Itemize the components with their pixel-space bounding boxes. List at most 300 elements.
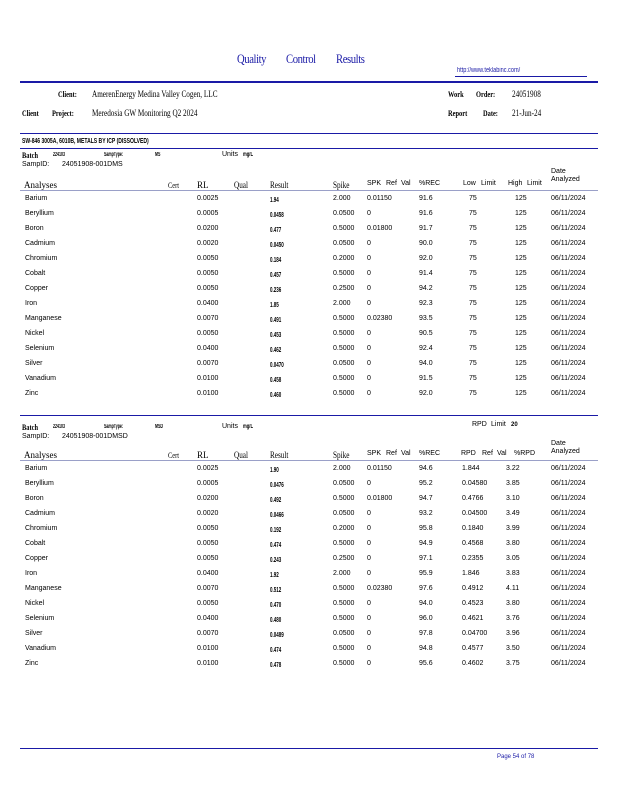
order-label: Order: [476,90,496,99]
date-cell: 06/11/2024 [551,660,586,667]
rpd-ref-cell: 0.1840 [462,525,484,532]
rpd-cell: 3.49 [506,510,520,517]
result-cell: 0.0489 [270,630,284,639]
col-analyses: Analyses [24,180,57,190]
spk-ref-cell: 0 [367,375,371,382]
rl-cell: 0.0400 [197,570,219,577]
spk-ref-cell: 0 [367,300,371,307]
low-limit-cell: 75 [469,285,477,292]
low-limit-cell: 75 [469,390,477,397]
col-rpd: RPD [461,450,476,457]
table-row [0,495,618,510]
col-val: Val [401,450,411,457]
rpd-ref-cell: 0.04500 [462,510,488,517]
result-cell: 0.0470 [270,360,284,369]
analyte-cell: Selenium [25,345,55,352]
col-low: Low [463,180,476,187]
spk-ref-cell: 0 [367,510,371,517]
low-limit-cell: 75 [469,345,477,352]
analyte-cell: Zinc [25,390,39,397]
col-high: High [508,180,523,187]
date-cell: 06/11/2024 [551,390,586,397]
date-cell: 06/11/2024 [551,315,586,322]
rl-cell: 0.0025 [197,195,219,202]
spk-ref-cell: 0 [367,525,371,532]
table-row [0,480,618,495]
date-cell: 06/11/2024 [551,555,586,562]
analyte-cell: Cobalt [25,270,46,277]
spike-cell: 0.5000 [333,660,355,667]
col-spk: SPK [367,450,382,457]
result-cell: 0.243 [270,555,282,564]
rl-cell: 0.0400 [197,345,219,352]
rpd-cell: 3.85 [506,480,520,487]
date-cell: 06/11/2024 [551,525,586,532]
rpd-limit-value: 20 [511,422,518,428]
analyte-cell: Boron [25,495,44,502]
result-cell: 0.477 [270,225,282,234]
rec-cell: 95.9 [419,570,433,577]
rl-cell: 0.0100 [197,660,219,667]
high-limit-cell: 125 [515,345,527,352]
rl-cell: 0.0050 [197,555,219,562]
result-cell: 0.0450 [270,240,284,249]
col-high-limit: Limit [527,180,542,187]
table-row [0,615,618,630]
analyte-cell: Chromium [25,525,58,532]
result-cell: 0.184 [270,255,282,264]
low-limit-cell: 75 [469,360,477,367]
rec-cell: 94.9 [419,540,433,547]
result-cell: 0.512 [270,585,282,594]
table-row [0,570,618,585]
spike-cell: 0.2000 [333,525,355,532]
rec-cell: 95.6 [419,660,433,667]
spike-cell: 0.5000 [333,615,355,622]
high-limit-cell: 125 [515,300,527,307]
result-cell: 1.94 [270,195,279,204]
spike-cell: 2.000 [333,195,351,202]
page-title-control: Control [286,51,316,66]
report-date-value: 21-Jun-24 [512,108,542,118]
rl-cell: 0.0100 [197,390,219,397]
rec-cell: 93.5 [419,315,433,322]
rec-cell: 95.8 [419,525,433,532]
high-limit-cell: 125 [515,210,527,217]
spk-ref-cell: 0 [367,660,371,667]
spk-ref-cell: 0 [367,390,371,397]
col-rpd-ref: Ref [482,450,493,457]
rec-cell: 94.0 [419,360,433,367]
table-row [0,630,618,645]
table-row [0,525,618,540]
table-row [0,195,618,210]
spike-cell: 0.5000 [333,540,355,547]
table-row [0,225,618,240]
rec-cell: 96.0 [419,615,433,622]
samptype-value: MSD [155,424,164,430]
rec-cell: 95.2 [419,480,433,487]
method-rule-bottom [20,148,598,149]
units-label: Units [222,151,238,158]
low-limit-cell: 75 [469,330,477,337]
high-limit-cell: 125 [515,375,527,382]
samptype-value: MS [155,152,161,158]
rpd-cell: 3.76 [506,615,520,622]
date-cell: 06/11/2024 [551,195,586,202]
spk-ref-cell: 0 [367,240,371,247]
col-ref: Ref [386,180,397,187]
high-limit-cell: 125 [515,315,527,322]
rec-cell: 92.4 [419,345,433,352]
date-analyzed-head-2: Analyzed [551,448,580,455]
table-row [0,510,618,525]
spk-ref-cell: 0 [367,630,371,637]
low-limit-cell: 75 [469,210,477,217]
table-row [0,345,618,360]
analyte-cell: Manganese [25,585,62,592]
date-analyzed-head-2: Analyzed [551,176,580,183]
analyte-cell: Manganese [25,315,62,322]
date-analyzed-head-1: Date [551,168,566,175]
rl-cell: 0.0400 [197,615,219,622]
date-cell: 06/11/2024 [551,465,586,472]
col-ref: Ref [386,450,397,457]
result-cell: 0.192 [270,525,282,534]
rpd-cell: 4.11 [506,585,520,592]
samptype-label: SampType: [104,424,124,430]
report-label: Report [448,109,468,118]
page-title-quality: Quality [237,51,267,66]
spike-cell: 2.000 [333,570,351,577]
rpd-cell: 3.80 [506,540,520,547]
rec-cell: 94.0 [419,600,433,607]
batch-1-head-rule [20,190,598,191]
analyte-cell: Barium [25,195,48,202]
table-row [0,555,618,570]
spike-cell: 0.5000 [333,645,355,652]
table-row [0,240,618,255]
result-cell: 0.478 [270,660,282,669]
rpd-cell: 3.96 [506,630,520,637]
result-cell: 1.92 [270,570,279,579]
rec-cell: 97.1 [419,555,433,562]
date-cell: 06/11/2024 [551,225,586,232]
low-limit-cell: 75 [469,315,477,322]
rpd-ref-cell: 0.4602 [462,660,484,667]
table-row [0,315,618,330]
rec-cell: 94.6 [419,465,433,472]
rl-cell: 0.0070 [197,315,219,322]
spk-ref-cell: 0 [367,645,371,652]
table-row [0,270,618,285]
rpd-ref-cell: 0.4577 [462,645,484,652]
lab-website-link[interactable]: http://www.teklabinc.com/ [457,67,521,74]
rpd-ref-cell: 0.4766 [462,495,484,502]
spike-cell: 0.5000 [333,585,355,592]
low-limit-cell: 75 [469,375,477,382]
batch-2-head-rule [20,460,598,461]
col-low-limit: Limit [481,180,496,187]
sampid-value: 24051908-001DMS [62,161,123,168]
result-cell: 0.236 [270,285,282,294]
rl-cell: 0.0020 [197,510,219,517]
method-title: SW-846 3005A, 6010B, METALS BY ICP (DISSOLVED) [22,138,149,145]
result-cell: 0.474 [270,540,282,549]
spk-ref-cell: 0 [367,480,371,487]
spike-cell: 2.000 [333,465,351,472]
rl-cell: 0.0200 [197,495,219,502]
table-row [0,285,618,300]
spike-cell: 0.0500 [333,510,355,517]
rl-cell: 0.0050 [197,525,219,532]
analyte-cell: Zinc [25,660,39,667]
spk-ref-cell: 0.01150 [367,465,392,472]
col-rl: RL [197,450,209,460]
table-row [0,300,618,315]
analyte-cell: Iron [25,570,38,577]
col-val: Val [401,180,411,187]
analyte-cell: Selenium [25,615,55,622]
result-cell: 0.0458 [270,210,284,219]
rpd-cell: 3.80 [506,600,520,607]
units-label: Units [222,423,238,430]
table-row [0,645,618,660]
date-cell: 06/11/2024 [551,480,586,487]
analyte-cell: Boron [25,225,44,232]
col-rl: RL [197,180,209,190]
spike-cell: 0.5000 [333,375,355,382]
rpd-ref-cell: 0.04580 [462,480,488,487]
date-analyzed-head-1: Date [551,440,566,447]
table-row [0,330,618,345]
units-value: mg/L [243,152,254,158]
high-limit-cell: 125 [515,390,527,397]
spike-cell: 0.5000 [333,270,355,277]
result-cell: 0.457 [270,270,282,279]
rec-cell: 92.0 [419,255,433,262]
spk-ref-cell: 0.02380 [367,585,393,592]
high-limit-cell: 125 [515,240,527,247]
col-rec: %REC [419,180,441,187]
table-row [0,540,618,555]
spk-ref-cell: 0 [367,285,371,292]
col-rpd-pct: %RPD [514,450,536,457]
low-limit-cell: 75 [469,195,477,202]
result-cell: 0.491 [270,315,282,324]
analyte-cell: Beryllium [25,210,54,217]
table-row [0,600,618,615]
samptype-label: SampType: [104,152,124,158]
spk-ref-cell: 0 [367,570,371,577]
spike-cell: 0.5000 [333,315,355,322]
table-row [0,210,618,225]
spike-cell: 2.000 [333,300,351,307]
rpd-cell: 3.99 [506,525,520,532]
page-number: Page 54 of 78 [497,754,535,760]
rec-cell: 92.0 [419,390,433,397]
spk-ref-cell: 0 [367,615,371,622]
rec-cell: 97.6 [419,585,433,592]
col-cert: Cert [168,451,180,460]
rec-cell: 94.2 [419,285,433,292]
rec-cell: 90.5 [419,330,433,337]
analyte-cell: Vanadium [25,375,57,382]
date-cell: 06/11/2024 [551,360,586,367]
rl-cell: 0.0025 [197,465,219,472]
header-rule [20,81,598,83]
rl-cell: 0.0200 [197,225,219,232]
col-cert: Cert [168,181,180,190]
analyte-cell: Barium [25,465,48,472]
result-cell: 0.470 [270,600,282,609]
rl-cell: 0.0070 [197,360,219,367]
spike-cell: 0.2500 [333,285,355,292]
date-cell: 06/11/2024 [551,540,586,547]
work-order-value: 24051908 [512,89,541,99]
low-limit-cell: 75 [469,240,477,247]
rec-cell: 91.4 [419,270,433,277]
rl-cell: 0.0070 [197,630,219,637]
spike-cell: 0.5000 [333,345,355,352]
analyte-cell: Beryllium [25,480,54,487]
col-rpd-val: Val [497,450,507,457]
rpd-cell: 3.83 [506,570,520,577]
rec-cell: 91.5 [419,375,433,382]
spk-ref-cell: 0.01800 [367,225,393,232]
client-label: Client: [58,90,77,99]
rpd-ref-cell: 0.4568 [462,540,484,547]
date-cell: 06/11/2024 [551,585,586,592]
analyte-cell: Cadmium [25,510,55,517]
batch-label: Batch [22,151,38,160]
rpd-ref-cell: 0.4912 [462,585,484,592]
rpd-ref-cell: 0.04700 [462,630,488,637]
rpd-limit-word: Limit [491,421,506,428]
rec-cell: 94.7 [419,495,433,502]
result-cell: 0.480 [270,615,282,624]
spike-cell: 0.5000 [333,225,355,232]
result-cell: 0.460 [270,390,282,399]
low-limit-cell: 75 [469,255,477,262]
rl-cell: 0.0050 [197,540,219,547]
rl-cell: 0.0050 [197,600,219,607]
rpd-cell: 3.22 [506,465,520,472]
work-label: Work [448,90,464,99]
project-label-client: Client [22,109,39,118]
rpd-ref-cell: 0.4621 [462,615,484,622]
spk-ref-cell: 0 [367,330,371,337]
date-cell: 06/11/2024 [551,300,586,307]
project-label: Project: [52,109,74,118]
date-cell: 06/11/2024 [551,570,586,577]
rl-cell: 0.0070 [197,585,219,592]
col-rec: %REC [419,450,441,457]
high-limit-cell: 125 [515,330,527,337]
rec-cell: 91.6 [419,210,433,217]
col-qual: Qual [234,180,248,190]
spike-cell: 0.0500 [333,360,355,367]
date-cell: 06/11/2024 [551,510,586,517]
date-cell: 06/11/2024 [551,255,586,262]
analyte-cell: Vanadium [25,645,57,652]
date-cell: 06/11/2024 [551,630,586,637]
rl-cell: 0.0100 [197,645,219,652]
date-cell: 06/11/2024 [551,270,586,277]
analyte-cell: Nickel [25,600,45,607]
rl-cell: 0.0005 [197,210,219,217]
rpd-cell: 3.50 [506,645,520,652]
date-cell: 06/11/2024 [551,285,586,292]
spk-ref-cell: 0 [367,345,371,352]
col-spk: SPK [367,180,382,187]
url-underline [455,76,587,77]
analyte-cell: Silver [25,360,43,367]
rl-cell: 0.0020 [197,240,219,247]
result-cell: 0.474 [270,645,282,654]
date-cell: 06/11/2024 [551,330,586,337]
spk-ref-cell: 0.02380 [367,315,393,322]
spike-cell: 0.5000 [333,330,355,337]
low-limit-cell: 75 [469,225,477,232]
spike-cell: 0.0500 [333,210,355,217]
result-cell: 0.492 [270,495,282,504]
rec-cell: 92.3 [419,300,433,307]
rl-cell: 0.0050 [197,330,219,337]
client-value: AmerenEnergy Medina Valley Cogen, LLC [92,89,218,99]
rl-cell: 0.0050 [197,285,219,292]
col-qual: Qual [234,450,248,460]
analyte-cell: Copper [25,555,48,562]
high-limit-cell: 125 [515,255,527,262]
spk-ref-cell: 0.01800 [367,495,393,502]
rpd-ref-cell: 1.844 [462,465,480,472]
col-analyses: Analyses [24,450,57,460]
result-cell: 0.458 [270,375,282,384]
spike-cell: 0.2000 [333,255,355,262]
rpd-cell: 3.05 [506,555,520,562]
date-cell: 06/11/2024 [551,645,586,652]
spike-cell: 0.0500 [333,240,355,247]
project-value: Meredosia GW Monitoring Q2 2024 [92,108,198,118]
spk-ref-cell: 0 [367,600,371,607]
result-cell: 1.90 [270,465,279,474]
spike-cell: 0.5000 [333,495,355,502]
table-row [0,585,618,600]
spk-ref-cell: 0 [367,360,371,367]
result-cell: 0.453 [270,330,282,339]
spk-ref-cell: 0 [367,210,371,217]
rl-cell: 0.0050 [197,270,219,277]
analyte-cell: Iron [25,300,38,307]
rec-cell: 90.0 [419,240,433,247]
spike-cell: 0.0500 [333,480,355,487]
rec-cell: 93.2 [419,510,433,517]
spk-ref-cell: 0 [367,540,371,547]
rl-cell: 0.0400 [197,300,219,307]
analyte-cell: Chromium [25,255,58,262]
date-cell: 06/11/2024 [551,345,586,352]
spike-cell: 0.5000 [333,600,355,607]
rec-cell: 91.6 [419,195,433,202]
high-limit-cell: 125 [515,225,527,232]
batch-value: 224103 [53,152,66,158]
table-row [0,390,618,405]
low-limit-cell: 75 [469,270,477,277]
date-cell: 06/11/2024 [551,375,586,382]
table-row [0,375,618,390]
date-label: Date: [483,109,498,118]
